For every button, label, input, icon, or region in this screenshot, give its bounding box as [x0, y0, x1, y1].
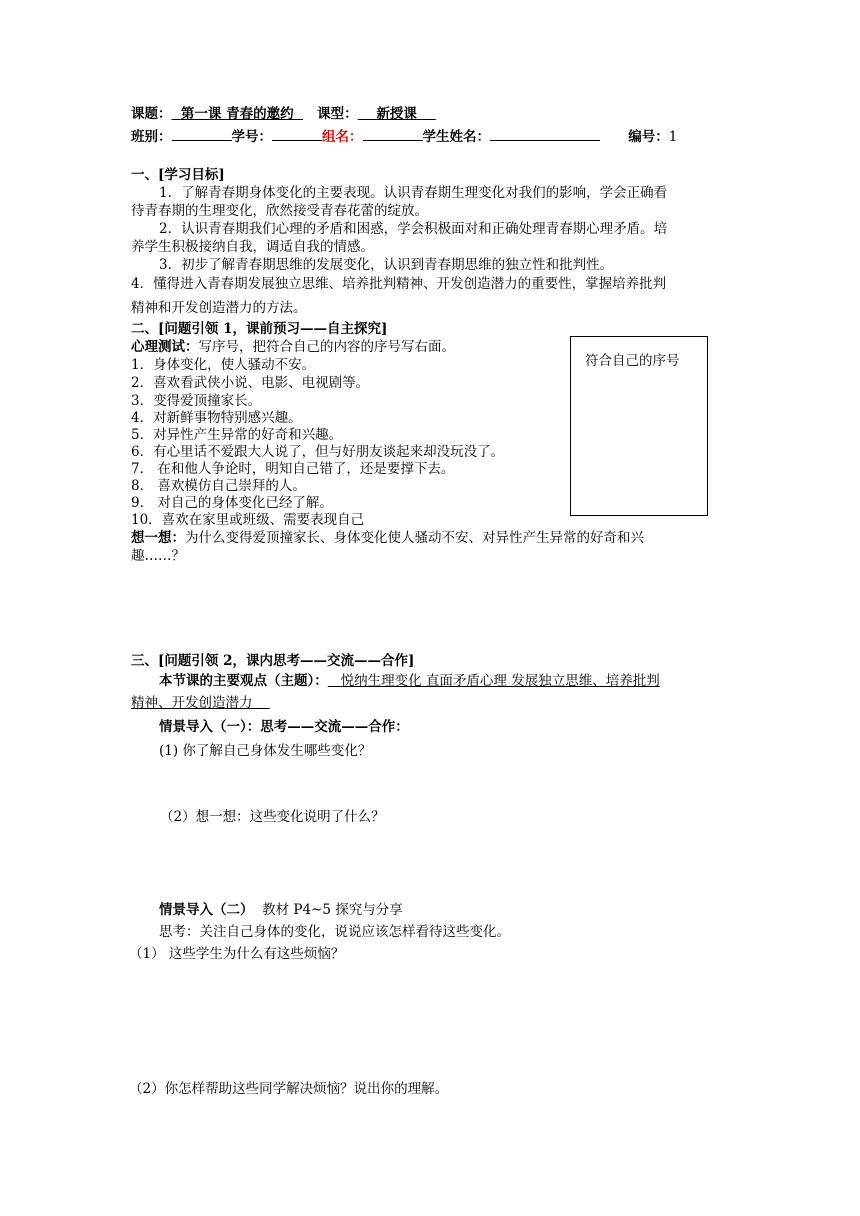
- scene2-text: 教材 P4~5 探究与分享: [262, 902, 403, 918]
- think-line2: 趣……？: [131, 548, 185, 564]
- student-blank[interactable]: [490, 126, 600, 141]
- list-item: 10．喜欢在家里或班级、需要表现自己: [131, 512, 365, 528]
- scene1-question2: （2）想一想：这些变化说明了什么？: [160, 809, 385, 825]
- list-item: 7． 在和他人争论时，明知自己错了，还是要撑下去。: [131, 461, 455, 477]
- type-value: 新授课: [376, 106, 417, 122]
- scene1-question1: (1) 你了解自己身体发生哪些变化？: [159, 743, 372, 759]
- goal1-line2: 待青春期的生理变化，欣然接受青春花蕾的绽放。: [131, 203, 428, 219]
- goal3-line: 3．初步了解青春期思维的发展变化，认识到青春期思维的独立性和批判性。: [159, 257, 614, 273]
- student-label: 学生姓名：: [422, 129, 490, 145]
- scene2-line: [159, 899, 403, 921]
- class-label: 班别：: [131, 129, 172, 145]
- number-blank[interactable]: [272, 126, 322, 141]
- topic-label: 课题：: [131, 106, 172, 122]
- number-label: 学号：: [231, 129, 272, 145]
- code-value: 1: [668, 129, 678, 145]
- main-point-line2: 精神、开发创造潜力: [131, 695, 253, 711]
- header-info-row: [131, 126, 677, 146]
- goal2-line1: 2．认识青春期我们心理的矛盾和困惑，学会积极面对和正确处理青春期心理矛盾。培: [159, 221, 668, 237]
- class-blank[interactable]: [172, 126, 232, 141]
- scene2-question1: （1） 这些学生为什么有这些烦恼？: [129, 946, 345, 962]
- list-item: 8． 喜欢模仿自己崇拜的人。: [131, 478, 306, 494]
- group-label: 组名：: [322, 129, 363, 145]
- psych-test-line: [131, 338, 455, 356]
- list-item: 5．对异性产生异常的好奇和兴趣。: [131, 427, 343, 443]
- section1-heading: 一、[学习目标]: [131, 167, 225, 183]
- think-text: 为什么变得爱顶撞家长、身体变化使人骚动不安、对异性产生异常的好奇和兴: [185, 530, 644, 546]
- think-label: 想一想：: [131, 530, 185, 546]
- main-point-label: 本节课的主要观点（主题）：: [159, 673, 328, 689]
- think-line1: [131, 529, 644, 547]
- goal1-line1: 1．了解青春期身体变化的主要表现。认识青春期生理变化对我们的影响，学会正确看: [159, 185, 668, 201]
- main-point-value: 悦纳生理变化 直面矛盾心理 发展独立思维、培养批判: [340, 673, 660, 689]
- list-item: 2．喜欢看武侠小说、电影、电视剧等。: [131, 375, 370, 391]
- list-item: 6．有心里话不爱跟大人说了，但与好朋友谈起来却没玩没了。: [131, 444, 505, 460]
- list-item: 1．身体变化，使人骚动不安。: [131, 357, 316, 373]
- goal4-line2: 精神和开发创造潜力的方法。: [131, 300, 307, 316]
- topic-value: 第一课 青春的邀约: [180, 106, 294, 122]
- scene2-label: 情景导入（二）: [159, 902, 254, 918]
- answer-box[interactable]: [570, 336, 708, 516]
- goal4-line1: 4．懂得进入青春期发展独立思维、培养批判精神、开发创造潜力的重要性，掌握培养批判: [131, 276, 667, 292]
- scene1-heading: 情景导入（一）：思考——交流——合作：: [159, 719, 409, 735]
- goal2-line2: 养学生积极接纳自我，调适自我的情感。: [131, 239, 374, 255]
- psych-test-label: 心理测试：: [131, 339, 199, 355]
- group-blank[interactable]: [363, 126, 423, 141]
- scene2-think: 思考：关注自己身体的变化，说说应该怎样看待这些变化。: [159, 924, 510, 940]
- answer-box-label: 符合自己的序号: [585, 353, 680, 369]
- list-item: 4．对新鲜事物特别感兴趣。: [131, 410, 302, 426]
- list-item: 3．变得爱顶撞家长。: [131, 393, 262, 409]
- code-label: 编号：: [628, 129, 669, 145]
- type-label: 课型：: [317, 106, 358, 122]
- scene2-question2: （2）你怎样帮助这些同学解决烦恼？说出你的理解。: [129, 1081, 449, 1097]
- header-topic-row: [131, 105, 436, 123]
- psych-test-text: 写序号，把符合自己的内容的序号写右面。: [198, 339, 455, 355]
- main-point-line1: [159, 670, 660, 692]
- section2-heading: 二、[问题引领 1，课前预习——自主探究]: [131, 321, 388, 337]
- section3-heading: 三、[问题引领 2，课内思考——交流——合作]: [131, 653, 415, 669]
- list-item: 9． 对自己的身体变化已经了解。: [131, 495, 333, 511]
